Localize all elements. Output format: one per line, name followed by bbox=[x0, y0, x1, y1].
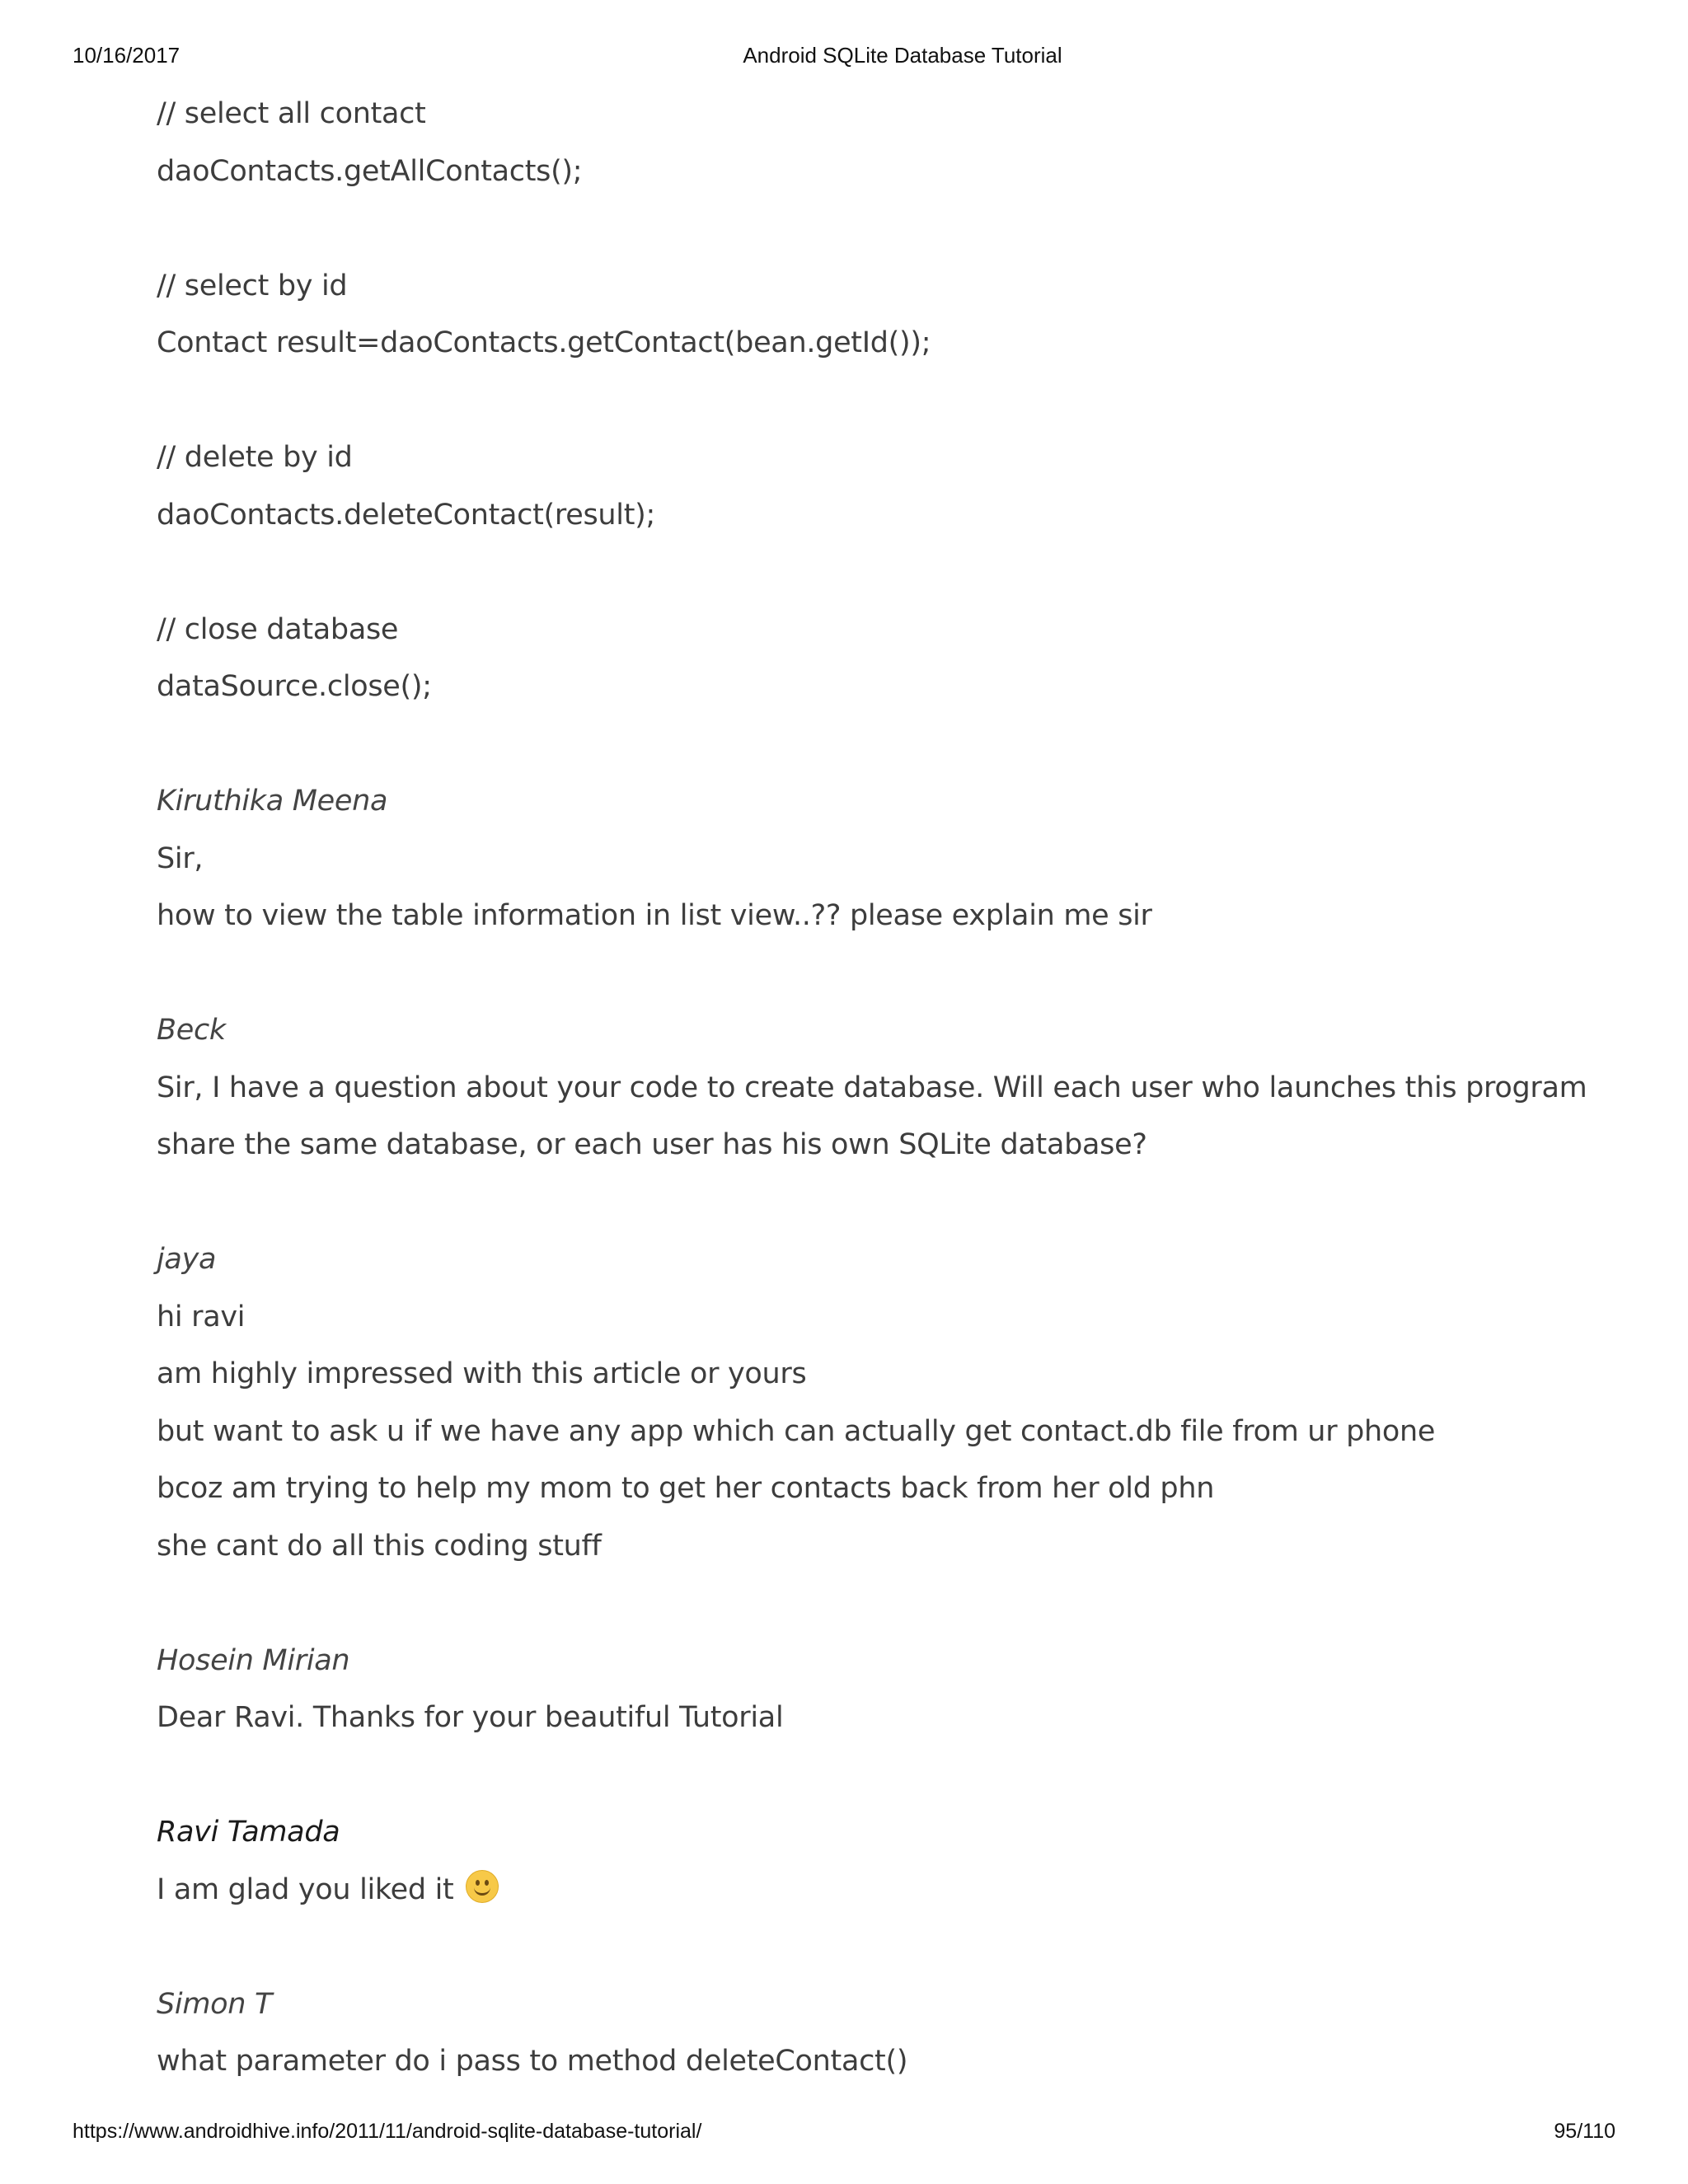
comment-text: share the same database, or each user has his own SQLite database? bbox=[157, 1128, 1147, 1161]
code-line: daoContacts.deleteContact(result); bbox=[157, 498, 655, 532]
comment-text: Sir, I have a question about your code to create database. Will each user who launches this program bbox=[157, 1071, 1587, 1104]
comment-text: she cant do all this coding stuff bbox=[157, 1529, 602, 1563]
comment-simon-t bbox=[157, 1976, 1574, 2091]
code-snippet-close-database bbox=[157, 602, 1574, 716]
comment-text: hi ravi bbox=[157, 1300, 246, 1333]
page-url[interactable]: https://www.androidhive.info/2011/11/android-sqlite-database-tutorial/ bbox=[73, 2120, 702, 2143]
smiley-face-icon bbox=[466, 1870, 499, 1903]
print-footer bbox=[0, 2120, 1688, 2149]
comment-author: Hosein Mirian bbox=[157, 1643, 350, 1677]
comment-text-row bbox=[157, 1862, 1574, 1919]
comment-text: am highly impressed with this article or yours bbox=[157, 1357, 807, 1390]
comment-jaya bbox=[157, 1231, 1574, 1575]
comment-text: bcoz am trying to help my mom to get her contacts back from her old phn bbox=[157, 1472, 1215, 1505]
comment-text: Sir, bbox=[157, 841, 204, 875]
code-snippet-select-all bbox=[157, 86, 1574, 200]
comment-hosein-mirian bbox=[157, 1633, 1574, 1747]
comment-text: what parameter do i pass to method deleteContact() bbox=[157, 2045, 908, 2078]
comment-text: but want to ask u if we have any app which can actually get contact.db file from ur phone bbox=[157, 1414, 1436, 1448]
comment-text: I am glad you liked it bbox=[157, 1872, 454, 1906]
page-number: 95/110 bbox=[1554, 2120, 1615, 2143]
comment-ravi-tamada bbox=[157, 1804, 1574, 1919]
comment-text: how to view the table information in list view..?? please explain me sir bbox=[157, 899, 1152, 932]
print-date: 10/16/2017 bbox=[73, 43, 181, 68]
comment-author: Simon T bbox=[157, 1987, 273, 2021]
comment-author: jaya bbox=[157, 1243, 217, 1276]
comment-author: Beck bbox=[157, 1014, 226, 1047]
code-line: daoContacts.getAllContacts(); bbox=[157, 154, 583, 188]
document-title: Android SQLite Database Tutorial bbox=[743, 43, 1062, 68]
code-line: dataSource.close(); bbox=[157, 670, 432, 703]
comment-author: Kiruthika Meena bbox=[157, 785, 388, 818]
code-comment: // close database bbox=[157, 612, 399, 646]
code-comment: // select all contact bbox=[157, 97, 426, 130]
comment-text: Dear Ravi. Thanks for your beautiful Tutorial bbox=[157, 1701, 784, 1734]
code-snippet-delete-by-id bbox=[157, 429, 1574, 544]
code-snippet-select-by-id bbox=[157, 258, 1574, 373]
comment-author: Ravi Tamada bbox=[157, 1816, 340, 1849]
code-line: Contact result=daoContacts.getContact(bean.getId()); bbox=[157, 326, 931, 359]
code-comment: // delete by id bbox=[157, 441, 353, 474]
comment-beck bbox=[157, 1002, 1587, 1174]
print-header bbox=[0, 43, 1688, 73]
comment-kiruthika-meena bbox=[157, 773, 1574, 945]
code-comment: // select by id bbox=[157, 269, 348, 302]
